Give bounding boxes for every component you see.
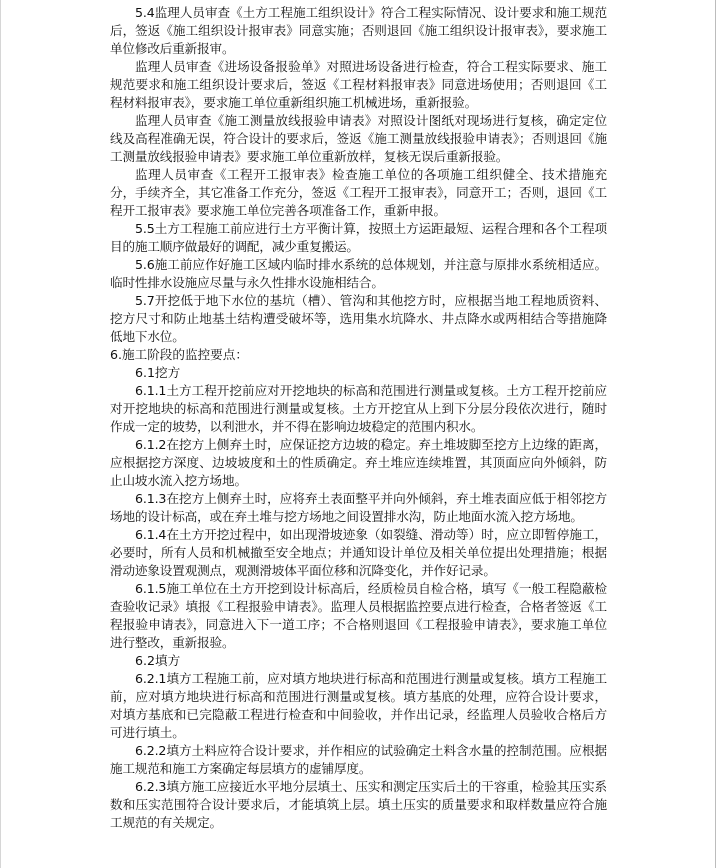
subheading-6-2: 6.2填方 [135,653,181,668]
section-heading-6: 6.施工阶段的监控要点： [110,347,248,362]
paragraph-6-2-2: 6.2.2填方土料应符合设计要求，并作相应的试验确定土料含水量的控制范围。应根据施工规范和施工方案确定每层填方的虚铺厚度。 [110,743,607,776]
paragraph-6-2-3: 6.2.3填方施工应接近水平地分层填土、压实和测定压实后土的干容重，检验其压实系数和压实范围符合设计要求后，才能填筑上层。填土压实的质量要求和取样数量应符合施工规范的有关规定。 [110,779,607,830]
paragraph-6-1-3: 6.1.3在挖方上侧弃土时，应将弃土表面整平并向外倾斜，弃土堆表面应低于相邻挖方场地的设计标高，或在弃土堆与挖方场地之间设置排水沟，防止地面水流入挖方场地。 [110,491,607,524]
paragraph-survey-review: 监理人员审查《施工测量放线报验申请表》对照设计图纸对现场进行复核，确定定位线及高程准确无误，符合设计的要求后，签返《施工测量放线报验申请表》；否则退回《施工测量放线报验申请表》要求施工单位重新放样，复核无误后重新报验。 [110,113,607,164]
paragraph-5-7: 5.7开挖低于地下水位的基坑（槽）、管沟和其他挖方时，应根据当地工程地质资料、挖方尺寸和防止地基土结构遭受破坏等，选用集水坑降水、井点降水或两相结合等措施降低地下水位。 [110,293,607,344]
paragraph-6-2-1: 6.2.1填方工程施工前，应对填方地块进行标高和范围进行测量或复核。填方工程施工前，应对填方地块进行标高和范围进行测量或复核。填方基底的处理，应符合设计要求，对填方基底和已完隐蔽工程进行检查和中间验收，并作出记录，经监理人员验收合格后方可进行填土。 [110,671,607,740]
paragraph-6-1-1: 6.1.1土方工程开挖前应对开挖地块的标高和范围进行测量或复核。土方工程开挖前应对开挖地块的标高和范围进行测量或复核。土方开挖宜从上到下分层分段依次进行，随时作成一定的坡势，以利泄水，并不得在影响边坡稳定的范围内积水。 [110,383,607,434]
paragraph-5-5: 5.5土方工程施工前应进行土方平衡计算，按照土方运距最短、运程合理和各个工程项目的施工顺序做最好的调配，减少重复搬运。 [110,221,607,254]
document-body [110,4,607,832]
paragraph-5-6: 5.6施工前应作好施工区域内临时排水系统的总体规划，并注意与原排水系统相适应。临时性排水设施应尽量与永久性排水设施相结合。 [110,257,607,290]
paragraph-6-1-4: 6.1.4在土方开挖过程中，如出现滑坡迹象（如裂缝、滑动等）时，应立即暂停施工，必要时，所有人员和机械撤至安全地点；并通知设计单位及相关单位提出处理措施；根据滑动迹象设置观测点，观测滑坡体平面位移和沉降变化，并作好记录。 [110,527,607,578]
page-left-border [0,0,1,868]
paragraph-5-4: 5.4监理人员审查《土方工程施工组织设计》符合工程实际情况、设计要求和施工规范后，签返《施工组织设计报审表》同意实施；否则退回《施工组织设计报审表》，要求施工单位修改后重新报审。 [110,5,607,56]
paragraph-start-review: 监理人员审查《工程开工报审表》检查施工单位的各项施工组织健全、技术措施充分，手续齐全，其它准备工作充分，签返《工程开工报审表》，同意开工；否则，退回《工程开工报审表》要求施工单位完善各项准备工作，重新申报。 [110,167,607,218]
subheading-6-1: 6.1挖方 [135,365,181,380]
paragraph-equipment-review: 监理人员审查《进场设备报验单》对照进场设备进行检查，符合工程实际要求、施工规范要求和施工组织设计要求后，签返《工程材料报审表》同意进场使用；否则退回《工程材料报审表》，要求施工单位重新组织施工机械进场，重新报验。 [110,59,607,110]
paragraph-6-1-2: 6.1.2在挖方上侧弃土时，应保证挖方边坡的稳定。弃土堆坡脚至挖方上边缘的距离，应根据挖方深度、边坡坡度和土的性质确定。弃土堆应连续堆置，其顶面应向外倾斜，防止山坡水流入挖方场地。 [110,437,607,488]
page-right-border [715,0,716,868]
paragraph-6-1-5: 6.1.5施工单位在土方开挖到设计标高后，经质检员自检合格，填写《一般工程隐蔽检查验收记录》填报《工程报验申请表》。监理人员根据监控要点进行检查，合格者签返《工程报验申请表》，同意进入下一道工序；不合格则退回《工程报验申请表》，要求施工单位进行整改，重新报验。 [110,581,607,650]
